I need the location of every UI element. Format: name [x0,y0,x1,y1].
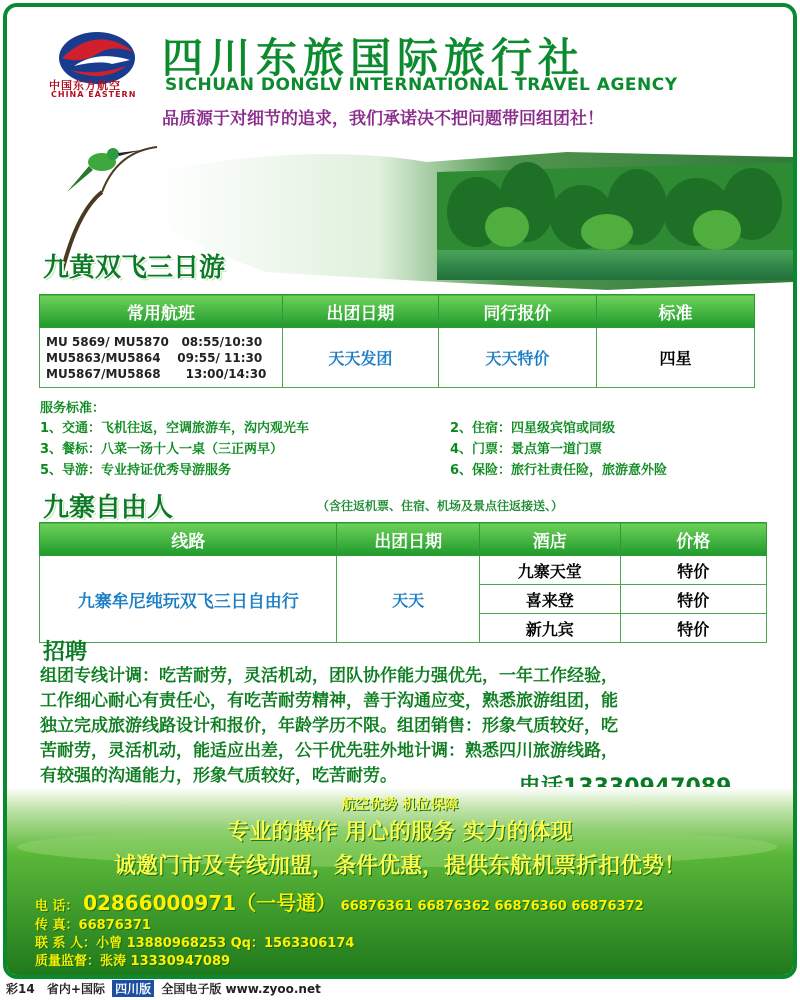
fax-label: 传 真： [35,918,79,933]
contact-quality [35,950,230,969]
footer-site: 全国电子版 www.zyoo.net [161,982,321,996]
tour2-note: （含往返机票、住宿、机场及景点往返接送、） [317,499,564,513]
footer-page: 彩14 [6,982,35,996]
tour1-header-row [40,295,755,328]
tour1-table [39,294,755,388]
person-label: 联 系 人： [35,936,97,951]
standard-cell: 四星 [596,328,754,388]
footer-section: 省内+国际 [46,982,105,996]
service-item: 1、交通：飞机往返，空调旅游车，沟内观光车 [40,421,310,436]
hotel-cell: 新九宾 [479,614,620,643]
advantage-line2: 专业的操作 用心的服务 实力的体现 [227,820,573,845]
tel-label: 电 话： [35,899,79,914]
hiring-line: 组团专线计调：吃苦耐劳，灵活机动，团队协作能力强优先，一年工作经验， [40,666,618,686]
agency-title-cn: 四川东旅国际旅行社 [162,34,585,82]
poster-frame [3,3,797,979]
logo-chinese-name: 中国东方航空 [49,79,121,92]
table-row [40,328,755,388]
tour2-table [39,522,767,643]
footer-edition: 四川版 [112,980,154,997]
price-cell: 天天特价 [438,328,596,388]
flights-cell: MU 5869/ MU5870 08:55/10:30 MU5863/MU5864 09:55/ 11:30 MU5867/MU5868 13:00/14:30 [40,328,283,388]
hotel-price-cell: 特价 [620,556,766,585]
tour2-title: 九寨自由人 [43,493,174,523]
col-standard: 标准 [596,295,754,328]
contact-fax [35,914,151,933]
col-date: 出团日期 [337,523,480,556]
advantage-line3: 诚邀门市及专线加盟，条件优惠，提供东航机票折扣优势！ [113,854,686,879]
col-flights: 常用航班 [40,295,283,328]
col-price: 同行报价 [438,295,596,328]
tour1-title: 九黄双飞三日游 [43,253,226,283]
service-item: 4、门票：景点第一道门票 [450,442,603,457]
col-hotel: 酒店 [479,523,620,556]
person-info: 小曾 13880968253 Qq：1563306174 [96,936,355,951]
tel-more: 66876361 66876362 66876360 66876372 [340,899,644,914]
table-row [40,556,767,585]
hiring-line: 有较强的沟通能力，形象气质较好，吃苦耐劳。 [40,766,397,786]
fax-number: 66876371 [78,918,151,933]
service-item: 2、住宿：四星级宾馆或同级 [450,421,616,436]
contact-tel [35,887,644,916]
quality-info: 张涛 13330947089 [100,954,231,969]
quality-label: 质量监督： [35,954,101,969]
date-cell: 天天发团 [282,328,438,388]
hiring-line: 独立完成旅游线路设计和报价，年龄学历不限。组团销售：形象气质较好，吃 [40,716,618,736]
hiring-line: 苦耐劳，灵活机动，能适应出差，公干优先驻外地计调：熟悉四川旅游线路， [40,741,618,761]
hotel-cell: 九寨天堂 [479,556,620,585]
hiring-title: 招聘 [43,640,88,665]
hiring-line: 工作细心耐心有责任心，有吃苦耐劳精神，善于沟通应变，熟悉旅游组团，能 [40,691,618,711]
hotel-price-cell: 特价 [620,585,766,614]
tel-main: 02866000971（一号通） [83,891,337,915]
agency-slogan: 品质源于对细节的追求，我们承诺决不把问题带回组团社！ [162,109,604,129]
service-item: 5、导游：专业持证优秀导游服务 [40,463,232,478]
tour2-header-row [40,523,767,556]
page-footer [0,980,800,1000]
col-route: 线路 [40,523,337,556]
hotel-price-cell: 特价 [620,614,766,643]
contact-person [35,932,354,951]
col-date: 出团日期 [282,295,438,328]
service-item: 6、保险：旅行社责任险，旅游意外险 [450,463,668,478]
date-cell: 天天 [337,556,480,643]
advantage-line1: 航空优势 机位保障 [341,797,459,813]
service-item: 3、餐标：八菜一汤十人一桌（三正两早） [40,442,284,457]
logo-english-name: CHINA EASTERN [51,90,137,99]
agency-title-en: SICHUAN DONGLV INTERNATIONAL TRAVEL AGENCY [165,75,678,95]
hotel-cell: 喜来登 [479,585,620,614]
col-price: 价格 [620,523,766,556]
services-title: 服务标准： [40,401,106,416]
route-cell: 九寨牟尼纯玩双飞三日自由行 [40,556,337,643]
